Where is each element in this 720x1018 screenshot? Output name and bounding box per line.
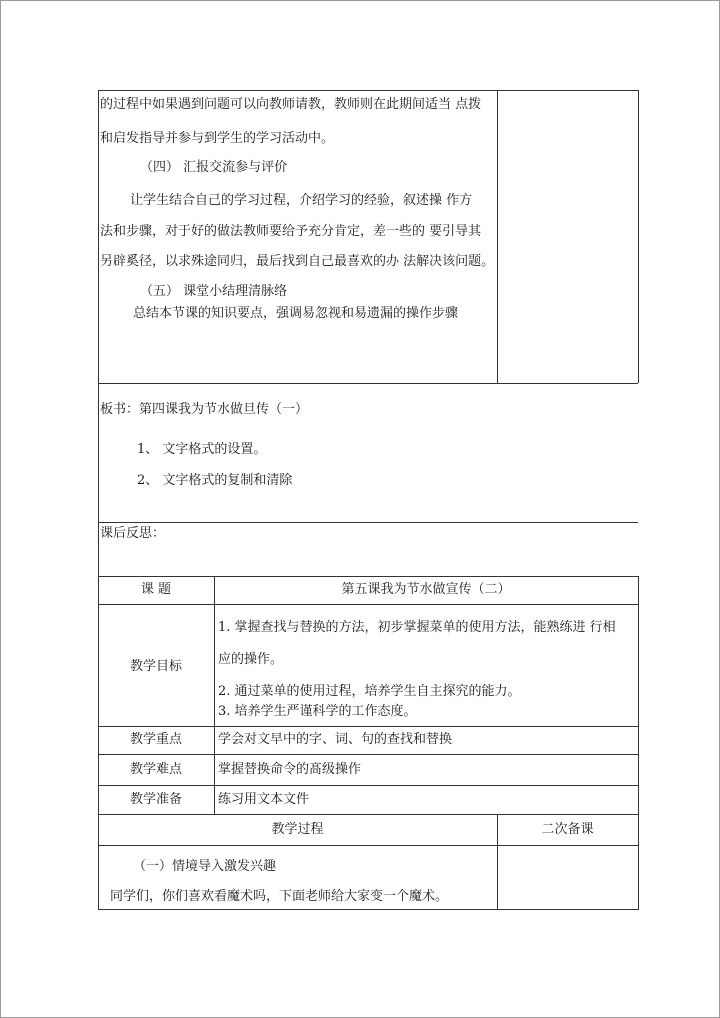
paragraph-line: 另辟奚径，以求殊途同归，最后找到自己最喜欢的办 法解决该问题。 xyxy=(100,254,495,269)
topic-label: 课 题 xyxy=(140,582,172,597)
board-item: 1、 文字格式的设置。 xyxy=(137,442,267,457)
process-line: 同学们，你们喜欢看魔术吗，下面老师给大家变一个魔术。 xyxy=(110,889,449,904)
difficulty-label: 教学难点 xyxy=(129,762,182,777)
goal-line: 3. 培养学生严谨科学的工作态度。 xyxy=(218,704,417,719)
difficulty-value: 掌握替换命令的髙级操作 xyxy=(218,762,362,777)
process-heading: （一）情境导入激发兴趣 xyxy=(133,859,277,874)
prep-label: 教学准备 xyxy=(129,792,182,807)
goal-line: 应的操作。 xyxy=(218,652,284,667)
goal-line: 1. 掌握查找与替换的方法，初步掌握菜单的使用方法，能熟练进 行相 xyxy=(218,620,616,635)
paragraph-line: 法和步骤，对于好的做法教师要给予充分肯定，差一些的 要引导其 xyxy=(100,224,482,239)
paragraph-line: 让学生结合自己的学习过程，介绍学习的经验，叙述操 作方 xyxy=(130,193,473,208)
section-heading: （五） 课堂小结理清脉络 xyxy=(140,284,288,299)
key-label: 教学重点 xyxy=(129,732,182,747)
paragraph-line: 的过程中如果遇到问题可以向教师请教，教师则在此期间适当 点拨 xyxy=(100,97,482,112)
paragraph-line: 总结本节课的知识要点，强调易忽视和易遗漏的操作步骤 xyxy=(133,306,459,321)
paragraph-line: 和启发指导并参与到学生的学习活动中。 xyxy=(100,131,335,146)
reflection-label: 课后反思： xyxy=(100,526,166,541)
board-item: 2、 文字格式的复制和清除 xyxy=(137,473,293,488)
prep-value: 练习用文本文件 xyxy=(218,792,310,807)
goal-line: 2. 通过菜单的使用过程，培养学生自主探究的能力。 xyxy=(218,684,521,699)
goals-label: 教学目标 xyxy=(129,659,182,674)
second-prep-label: 二次备课 xyxy=(541,822,594,837)
board-title: 板书：第四课我为节水做旦传（一） xyxy=(100,402,309,417)
key-value: 学会对文早中的字、词、句的查找和替换 xyxy=(218,732,453,747)
section-heading: （四） 汇报交流参与评价 xyxy=(140,160,288,175)
process-label: 教学过程 xyxy=(271,822,324,837)
topic-value: 第五课我为节水做宣传（二） xyxy=(341,582,511,597)
